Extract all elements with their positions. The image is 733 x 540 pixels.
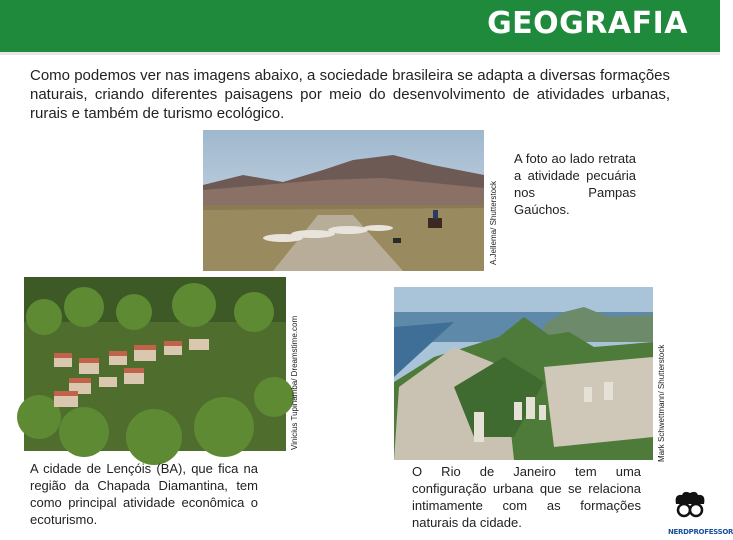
photo-credit-pampas: A.Jellema/ Shutterstock [489, 180, 498, 265]
photo-credit-lencois: Vinicius Tupinamba/ Dreamstime.com [290, 315, 299, 450]
page-title: GEOGRAFIA [487, 6, 688, 41]
header-bar [0, 0, 720, 52]
header-divider [0, 52, 720, 55]
intro-paragraph: Como podemos ver nas imagens abaixo, a sociedade brasileira se adapta a diversas formações naturais, criando diferentes paisagens por meio do desenvolvimento de atividades urbanas, rurais e também de turismo ecológico. [30, 67, 670, 122]
logo-text: NERDPROFESSOR [668, 528, 733, 536]
photo-lencois [24, 277, 286, 451]
nerdprofessor-logo [668, 490, 733, 536]
caption-rio: O Rio de Janeiro tem uma configuração urbana que se relaciona intimamente com as formações naturais da cidade. [412, 464, 641, 530]
caption-lencois: A cidade de Lençóis (BA), que fica na região da Chapada Diamantina, tem como principal atividade econômica o ecoturismo. [30, 461, 258, 527]
photo-rio [394, 287, 653, 460]
caption-pampas: A foto ao lado retrata a atividade pecuária nos Pampas Gaúchos. [514, 151, 636, 217]
photo-pampas [203, 130, 484, 271]
photo-credit-rio: Mark Schwettmann/ Shutterstock [657, 344, 666, 462]
